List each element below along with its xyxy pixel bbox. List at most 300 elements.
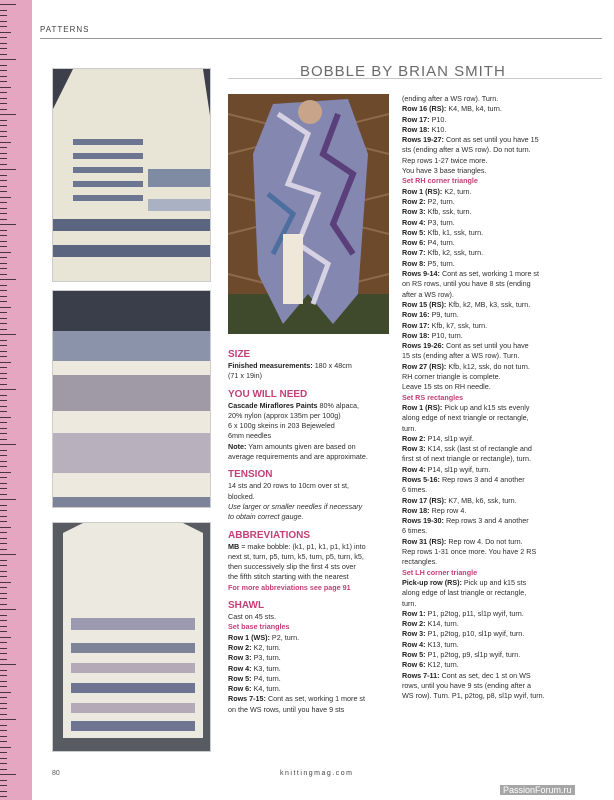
tension-heading: TENSION bbox=[228, 469, 273, 481]
row-text: Rep row 4. bbox=[431, 505, 467, 515]
row-label: Row 2: bbox=[402, 619, 426, 629]
row-text: P3, turn. bbox=[427, 217, 455, 227]
row-text: K2, turn. bbox=[444, 186, 472, 196]
note-label: Note: bbox=[228, 441, 247, 451]
ruler-tick bbox=[0, 389, 16, 390]
instruction-line bbox=[402, 660, 607, 670]
row-label: Row 3: bbox=[402, 444, 426, 454]
row-text: P4, turn. bbox=[253, 673, 281, 683]
abbr-def: = make bobble: (k1, p1, k1, p1, k1) into bbox=[241, 541, 366, 551]
ruler-tick bbox=[0, 120, 7, 121]
ruler-tick bbox=[0, 769, 7, 770]
ruler-tick bbox=[0, 538, 7, 539]
row-label: Row 5: bbox=[402, 227, 426, 237]
ruler-tick bbox=[0, 373, 7, 374]
row-text: Cont as set until you have 15 bbox=[445, 135, 539, 145]
tension-note: Use larger or smaller needles if necessary bbox=[228, 501, 363, 511]
instruction-line bbox=[402, 619, 607, 629]
ruler-tick bbox=[0, 367, 7, 368]
row-label: Row 3: bbox=[228, 653, 252, 663]
subheading-base-triangles: Set base triangles bbox=[228, 622, 290, 632]
row-label: Row 5: bbox=[228, 673, 252, 683]
row-text: sts (ending after a WS row). Do not turn. bbox=[402, 145, 531, 155]
note-text: Yarn amounts given are based on bbox=[248, 441, 356, 451]
instruction-line bbox=[402, 424, 607, 434]
row-text: P9, turn. bbox=[431, 310, 459, 320]
ruler-tick bbox=[0, 164, 7, 165]
measuring-ruler bbox=[0, 0, 32, 800]
instruction-line bbox=[402, 382, 607, 392]
ruler-tick bbox=[0, 131, 7, 132]
instruction-line bbox=[228, 705, 398, 715]
abbreviations-heading: ABBREVIATIONS bbox=[228, 529, 311, 541]
instruction-line bbox=[402, 413, 607, 423]
section-label: PATTERNS bbox=[40, 25, 90, 34]
ruler-tick bbox=[0, 466, 7, 467]
instruction-line bbox=[402, 331, 607, 341]
ruler-tick bbox=[0, 59, 16, 60]
ruler-tick bbox=[0, 444, 16, 445]
ruler-tick bbox=[0, 98, 7, 99]
ruler-tick bbox=[0, 21, 7, 22]
ruler-tick bbox=[0, 136, 7, 137]
ruler-tick bbox=[0, 197, 11, 198]
instruction-line bbox=[402, 310, 607, 320]
instruction-line bbox=[402, 207, 607, 217]
instruction-line bbox=[402, 454, 607, 464]
ruler-tick bbox=[0, 65, 7, 66]
instruction-line bbox=[402, 290, 607, 300]
row-label: Rows 7-11: bbox=[402, 670, 440, 680]
abbr-def: then successively slip the first 4 sts over bbox=[228, 562, 356, 572]
ruler-tick bbox=[0, 543, 7, 544]
ruler-tick bbox=[0, 609, 16, 610]
ruler-tick bbox=[0, 76, 7, 77]
ruler-tick bbox=[0, 488, 7, 489]
instruction-line bbox=[228, 664, 398, 674]
ruler-tick bbox=[0, 472, 11, 473]
ruler-tick bbox=[0, 587, 7, 588]
ruler-tick bbox=[0, 499, 16, 500]
row-text: P10, turn. bbox=[431, 330, 463, 340]
row-text: P14, sl1p wyif, turn. bbox=[427, 464, 491, 474]
row-text: (ending after a WS row). Turn. bbox=[402, 94, 499, 103]
row-text: K14, ssk (last st of rectangle and bbox=[427, 444, 532, 454]
ruler-tick bbox=[0, 54, 7, 55]
ruler-tick bbox=[0, 384, 7, 385]
row-text: Kfb, ssk, turn. bbox=[427, 207, 472, 217]
ruler-tick bbox=[0, 296, 7, 297]
yarn-detail: 20% nylon (approx 135m per 100g) bbox=[228, 410, 341, 420]
ruler-tick bbox=[0, 175, 7, 176]
row-label: Row 4: bbox=[402, 639, 426, 649]
row-label: Rows 7-15: bbox=[228, 694, 266, 704]
row-label: Row 27 (RS): bbox=[402, 361, 447, 371]
needles: 6mm needles bbox=[228, 431, 272, 441]
row-text: P3, turn. bbox=[253, 653, 281, 663]
row-text: Kfb, k2, MB, k3, ssk, turn. bbox=[448, 299, 531, 309]
row-text: on RS rows, until you have 8 sts (ending bbox=[402, 279, 531, 289]
more-abbreviations-link[interactable]: For more abbreviations see page 91 bbox=[228, 582, 351, 592]
row-text: Rep rows 1-31 once more. You have 2 RS bbox=[402, 547, 537, 557]
ruler-tick bbox=[0, 307, 11, 308]
instruction-line bbox=[402, 228, 607, 238]
ruler-tick bbox=[0, 169, 16, 170]
row-text: P5, turn. bbox=[427, 258, 455, 268]
row-label: Row 1: bbox=[402, 608, 426, 618]
instruction-line bbox=[402, 496, 607, 506]
instruction-line bbox=[402, 125, 607, 135]
ruler-tick bbox=[0, 494, 7, 495]
row-text: Pick up and k15 sts bbox=[463, 577, 527, 587]
row-text: Kfb, k1, ssk, turn. bbox=[427, 227, 484, 237]
ruler-tick bbox=[0, 763, 7, 764]
ruler-tick bbox=[0, 235, 7, 236]
row-label: Row 1 (RS): bbox=[402, 186, 443, 196]
ruler-tick bbox=[0, 741, 7, 742]
ruler-tick bbox=[0, 708, 7, 709]
instruction-line bbox=[402, 547, 607, 557]
row-text: You have 3 base triangles. bbox=[402, 166, 487, 176]
instruction-line bbox=[402, 145, 607, 155]
sweater-photo-3 bbox=[52, 522, 211, 752]
instruction-line bbox=[402, 681, 607, 691]
row-text: Kfb, k2, ssk, turn. bbox=[427, 248, 484, 258]
ruler-tick bbox=[0, 70, 7, 71]
ruler-tick bbox=[0, 186, 7, 187]
ruler-tick bbox=[0, 213, 7, 214]
ruler-tick bbox=[0, 461, 7, 462]
row-label: Row 4: bbox=[402, 464, 426, 474]
ruler-tick bbox=[0, 565, 7, 566]
ruler-tick bbox=[0, 604, 7, 605]
ruler-tick bbox=[0, 549, 7, 550]
ruler-tick bbox=[0, 752, 7, 753]
instruction-line bbox=[402, 321, 607, 331]
row-text: rectangles. bbox=[402, 557, 438, 567]
ruler-tick bbox=[0, 109, 7, 110]
row-label: Row 16 (RS): bbox=[402, 104, 447, 114]
ruler-tick bbox=[0, 356, 7, 357]
instruction-line bbox=[402, 434, 607, 444]
instruction-line bbox=[228, 694, 398, 704]
instruction-line bbox=[228, 633, 398, 643]
ruler-tick bbox=[0, 400, 7, 401]
row-text: P1, p2tog, p11, sl1p wyif, turn. bbox=[427, 608, 524, 618]
ruler-tick bbox=[0, 554, 16, 555]
ruler-tick bbox=[0, 43, 7, 44]
ruler-tick bbox=[0, 615, 7, 616]
abbr-def: next st, turn, p5, turn, k5, turn, p5, turn, k5, bbox=[228, 551, 364, 561]
instruction-line bbox=[402, 485, 607, 495]
row-text: Rep rows 1-27 twice more. bbox=[402, 155, 488, 165]
subheading: Set RS rectangles bbox=[402, 392, 464, 402]
ruler-tick bbox=[0, 362, 11, 363]
row-text: along edge of next triangle or rectangle, bbox=[402, 413, 529, 423]
instruction-line bbox=[402, 94, 607, 104]
ruler-tick bbox=[0, 714, 7, 715]
ruler-tick bbox=[0, 114, 16, 115]
row-text: P4, turn. bbox=[427, 238, 455, 248]
ruler-tick bbox=[0, 263, 7, 264]
instruction-line bbox=[402, 218, 607, 228]
instruction-line bbox=[402, 671, 607, 681]
instruction-line bbox=[402, 104, 607, 114]
ruler-tick bbox=[0, 32, 11, 33]
ruler-tick bbox=[0, 455, 7, 456]
row-text: Cont as set, dec 1 st on WS bbox=[441, 670, 531, 680]
ruler-tick bbox=[0, 274, 7, 275]
row-text: rows, until you have 9 sts (ending after a bbox=[402, 680, 532, 690]
instruction-line bbox=[402, 444, 607, 454]
row-text: P1, p2tog, p10, sl1p wyif, turn. bbox=[427, 629, 525, 639]
row-text: Cont as set, working 1 more st bbox=[267, 694, 366, 704]
ruler-tick bbox=[0, 37, 7, 38]
row-label: Row 18: bbox=[402, 505, 430, 515]
ruler-tick bbox=[0, 730, 7, 731]
instruction-line bbox=[402, 588, 607, 598]
row-label: Row 2: bbox=[402, 433, 426, 443]
row-label: Rows 5-16: bbox=[402, 474, 440, 484]
ruler-tick bbox=[0, 406, 7, 407]
ruler-tick bbox=[0, 697, 7, 698]
yarn-fiber: 80% alpaca, bbox=[319, 400, 360, 410]
row-text: K4, MB, k4, turn. bbox=[448, 104, 502, 114]
row-text: RH corner triangle is complete. bbox=[402, 372, 501, 382]
ruler-tick bbox=[0, 142, 11, 143]
row-text: K13, turn. bbox=[427, 639, 459, 649]
ruler-tick bbox=[0, 268, 7, 269]
row-label: Row 16: bbox=[402, 310, 430, 320]
row-text: Pick up and k15 sts evenly bbox=[444, 402, 530, 412]
ruler-tick bbox=[0, 527, 11, 528]
ruler-tick bbox=[0, 532, 7, 533]
size-value: 180 x 48cm bbox=[314, 361, 352, 370]
ruler-tick bbox=[0, 681, 7, 682]
ruler-tick bbox=[0, 692, 11, 693]
row-label: Row 2: bbox=[228, 642, 252, 652]
instruction-line bbox=[402, 238, 607, 248]
row-label: Row 6: bbox=[402, 660, 426, 670]
row-label: Row 3: bbox=[402, 207, 426, 217]
row-label: Row 18: bbox=[402, 124, 430, 134]
ruler-tick bbox=[0, 241, 7, 242]
instruction-line bbox=[402, 403, 607, 413]
instruction-line bbox=[402, 197, 607, 207]
row-label: Row 7: bbox=[402, 248, 426, 258]
row-label: Row 1 (WS): bbox=[228, 632, 270, 642]
tension-line: blocked. bbox=[228, 491, 255, 501]
watermark: PassionForum.ru bbox=[500, 785, 575, 795]
ruler-tick bbox=[0, 92, 7, 93]
instruction-line bbox=[402, 269, 607, 279]
ruler-tick bbox=[0, 422, 7, 423]
ruler-tick bbox=[0, 257, 7, 258]
ruler-tick bbox=[0, 15, 7, 16]
ruler-tick bbox=[0, 191, 7, 192]
row-text: K2, turn. bbox=[253, 642, 281, 652]
instruction-line bbox=[402, 465, 607, 475]
ruler-tick bbox=[0, 301, 7, 302]
ruler-tick bbox=[0, 659, 7, 660]
instruction-line bbox=[402, 537, 607, 547]
ruler-tick bbox=[0, 433, 7, 434]
page-title: BOBBLE BY BRIAN SMITH bbox=[300, 63, 506, 80]
instruction-line bbox=[228, 674, 398, 684]
size-value-in: (71 x 19in) bbox=[228, 371, 262, 381]
row-text: Leave 15 sts on RH needle. bbox=[402, 382, 491, 392]
ruler-tick bbox=[0, 598, 7, 599]
ruler-tick bbox=[0, 323, 7, 324]
ruler-tick bbox=[0, 158, 7, 159]
ruler-tick bbox=[0, 395, 7, 396]
ruler-tick bbox=[0, 26, 7, 27]
ruler-tick bbox=[0, 334, 16, 335]
instruction-line bbox=[402, 691, 607, 701]
instruction-line bbox=[402, 609, 607, 619]
instruction-line bbox=[402, 341, 607, 351]
row-label: Row 17: bbox=[402, 114, 430, 124]
row-label: Row 18: bbox=[402, 330, 430, 340]
instruction-line bbox=[402, 629, 607, 639]
instruction-line bbox=[402, 578, 607, 588]
row-text: Cont as set until you have bbox=[445, 341, 529, 351]
row-label: Row 17: bbox=[402, 320, 430, 330]
ruler-tick bbox=[0, 648, 7, 649]
cast-on: Cast on 45 sts. bbox=[228, 612, 276, 622]
row-text: K12, turn. bbox=[427, 660, 459, 670]
row-text: along edge of last triangle or rectangle, bbox=[402, 588, 527, 598]
ruler-tick bbox=[0, 780, 7, 781]
row-label: Row 8: bbox=[402, 258, 426, 268]
row-text: Rep rows 3 and 4 another bbox=[441, 474, 525, 484]
row-text: 6 times. bbox=[402, 485, 428, 495]
tension-note: to obtain correct gauge. bbox=[228, 512, 304, 522]
row-label: Rows 9-14: bbox=[402, 269, 440, 279]
sweater-photo-1 bbox=[52, 68, 211, 282]
instruction-line bbox=[402, 166, 607, 176]
row-label: Row 4: bbox=[228, 663, 252, 673]
sweater-photo-2 bbox=[52, 290, 211, 508]
row-text: K10. bbox=[431, 124, 447, 134]
top-divider bbox=[40, 38, 602, 39]
ruler-tick bbox=[0, 510, 7, 511]
instruction-line bbox=[402, 599, 607, 609]
row-label: Row 17 (RS): bbox=[402, 495, 447, 505]
ruler-tick bbox=[0, 411, 7, 412]
ruler-tick bbox=[0, 428, 7, 429]
site-url: knittingmag.com bbox=[280, 770, 354, 777]
row-text: Kfb, k12, ssk, do not turn. bbox=[448, 361, 530, 371]
subheading: Set LH corner triangle bbox=[402, 567, 478, 577]
shawl-photo bbox=[228, 94, 389, 334]
ruler-tick bbox=[0, 202, 7, 203]
instruction-line bbox=[402, 187, 607, 197]
yarn-name: Cascade Miraflores Paints bbox=[228, 400, 318, 410]
ruler-tick bbox=[0, 791, 7, 792]
ruler-tick bbox=[0, 719, 16, 720]
ruler-tick bbox=[0, 686, 7, 687]
yarn-skeins: 6 x 100g skeins in 203 Bejeweled bbox=[228, 421, 335, 431]
ruler-tick bbox=[0, 560, 7, 561]
ruler-tick bbox=[0, 345, 7, 346]
instruction-line bbox=[402, 156, 607, 166]
ruler-tick bbox=[0, 670, 7, 671]
ruler-tick bbox=[0, 516, 7, 517]
ruler-tick bbox=[0, 631, 7, 632]
row-label: Row 4: bbox=[402, 217, 426, 227]
abbr-def: the fifth stitch starting with the nearest bbox=[228, 572, 349, 582]
ruler-tick bbox=[0, 378, 7, 379]
ruler-tick bbox=[0, 637, 11, 638]
ruler-tick bbox=[0, 10, 7, 11]
row-text: K7, MB, k6, ssk, turn. bbox=[448, 495, 517, 505]
row-text: turn. bbox=[402, 423, 417, 433]
ruler-tick bbox=[0, 747, 11, 748]
size-label: Finished measurements: bbox=[228, 361, 313, 370]
row-text: P2, turn. bbox=[427, 196, 455, 206]
ruler-tick bbox=[0, 340, 7, 341]
row-text: P1, p2tog, p9, sl1p wyif, turn. bbox=[427, 650, 521, 660]
instruction-line bbox=[402, 259, 607, 269]
base-triangle-rows bbox=[228, 633, 398, 715]
instruction-line bbox=[402, 351, 607, 361]
instruction-line bbox=[402, 557, 607, 567]
ruler-tick bbox=[0, 626, 7, 627]
row-text: K3, turn. bbox=[253, 663, 281, 673]
row-label: Row 31 (RS): bbox=[402, 536, 447, 546]
instruction-line bbox=[402, 115, 607, 125]
instruction-line bbox=[402, 516, 607, 526]
ruler-tick bbox=[0, 312, 7, 313]
ruler-tick bbox=[0, 279, 16, 280]
tension-line: 14 sts and 20 rows to 10cm over st st, bbox=[228, 481, 350, 491]
ruler-tick bbox=[0, 285, 7, 286]
row-text: Rep row 4. Do not turn. bbox=[448, 536, 523, 546]
ruler-tick bbox=[0, 103, 7, 104]
row-label: Row 2: bbox=[402, 196, 426, 206]
row-label: Row 6: bbox=[402, 238, 426, 248]
ruler-tick bbox=[0, 593, 7, 594]
row-label: Rows 19-26: bbox=[402, 341, 444, 351]
row-text: Rep rows 3 and 4 another bbox=[445, 516, 529, 526]
row-text: P10. bbox=[431, 114, 447, 124]
row-text: P14, sl1p wyif. bbox=[427, 433, 474, 443]
row-text: K4, turn. bbox=[253, 684, 281, 694]
instruction-line bbox=[402, 650, 607, 660]
ruler-tick bbox=[0, 664, 16, 665]
info-column bbox=[228, 342, 398, 715]
ruler-tick bbox=[0, 521, 7, 522]
instruction-line bbox=[228, 653, 398, 663]
row-text: 6 times. bbox=[402, 526, 428, 536]
instruction-line bbox=[402, 640, 607, 650]
ruler-tick bbox=[0, 351, 7, 352]
ruler-tick bbox=[0, 208, 7, 209]
row-label: Rows 19-27: bbox=[402, 135, 444, 145]
instruction-line bbox=[402, 372, 607, 382]
ruler-tick bbox=[0, 653, 7, 654]
row-text: turn. bbox=[402, 598, 417, 608]
ruler-tick bbox=[0, 505, 7, 506]
instruction-line bbox=[402, 362, 607, 372]
ruler-tick bbox=[0, 576, 7, 577]
ruler-tick bbox=[0, 439, 7, 440]
instruction-line bbox=[402, 279, 607, 289]
instruction-line bbox=[402, 135, 607, 145]
instruction-line bbox=[402, 248, 607, 258]
instruction-line bbox=[402, 300, 607, 310]
